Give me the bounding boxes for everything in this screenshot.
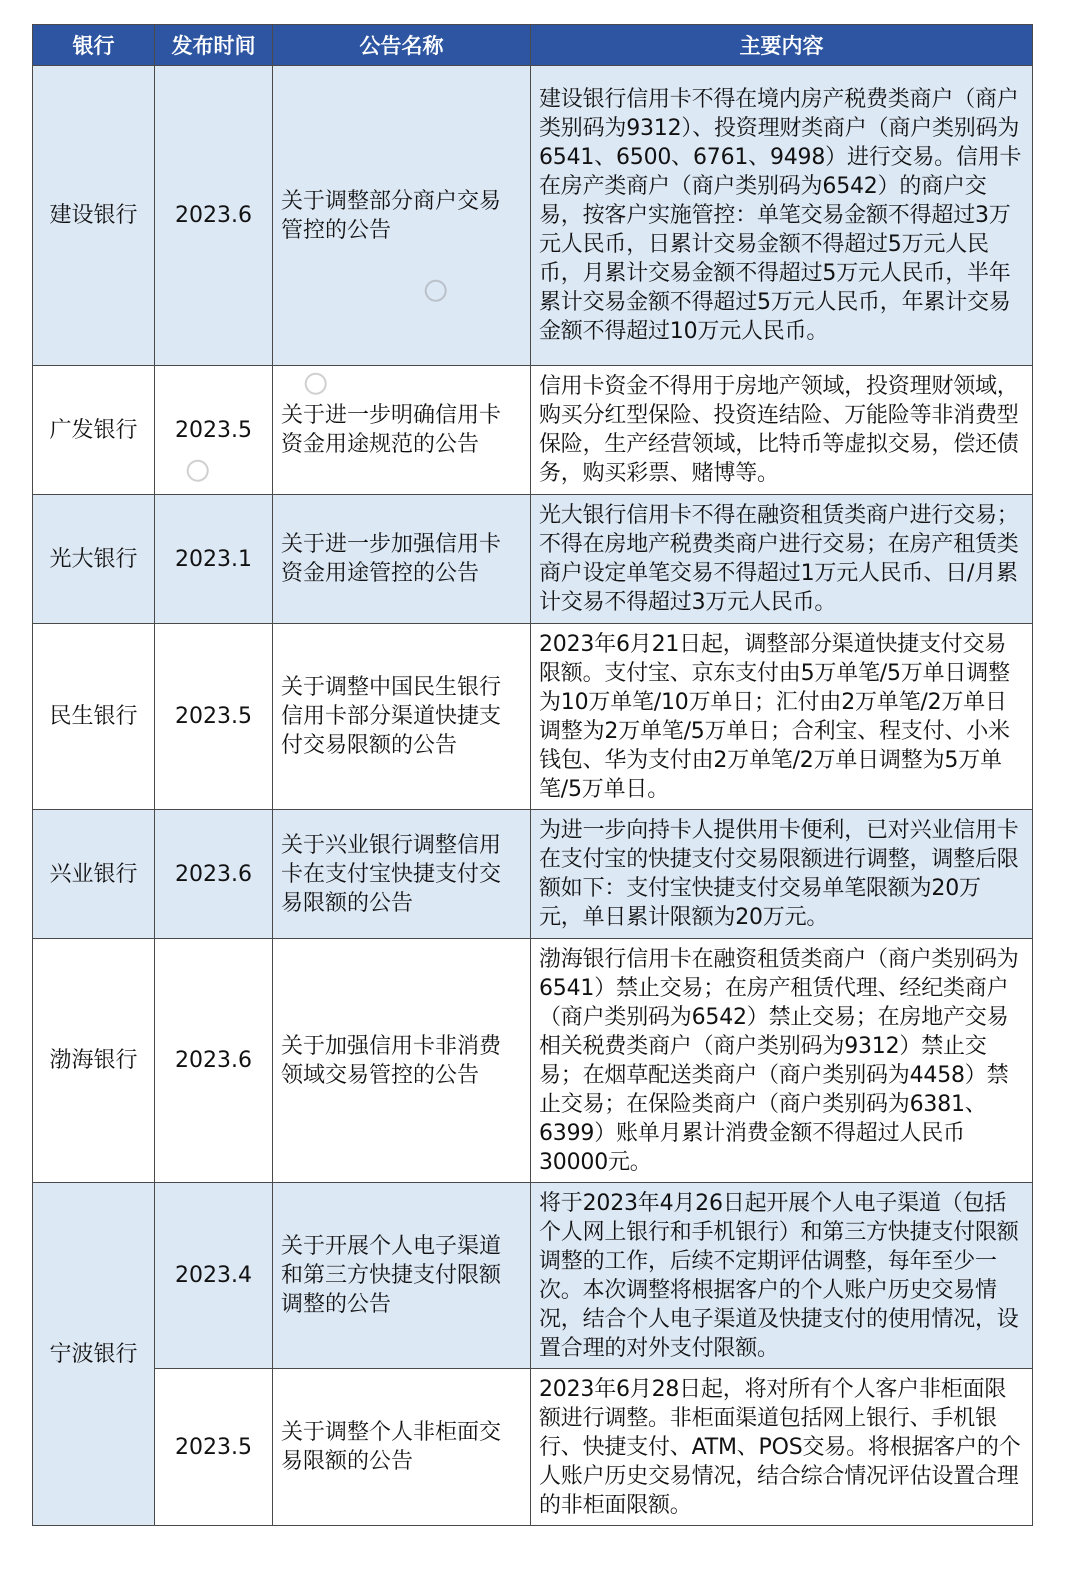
table-row <box>33 939 1033 1183</box>
title-cell: 关于兴业银行调整信用卡在支付宝快捷支付交易限额的公告 <box>273 810 531 939</box>
date-cell: 2023.5 <box>155 624 273 810</box>
content-cell: 为进一步向持卡人提供用卡便利，已对兴业信用卡在支付宝的快捷支付交易限额进行调整，调整后限额如下：支付宝快捷支付交易单笔限额为20万元，单日累计限额为20万元。 <box>531 810 1033 939</box>
bank-cell: 广发银行 <box>33 366 155 495</box>
date-cell: 2023.4 <box>155 1183 273 1369</box>
title-cell: 关于调整个人非柜面交易限额的公告 <box>273 1369 531 1526</box>
title-cell: 关于调整中国民生银行信用卡部分渠道快捷支付交易限额的公告 <box>273 624 531 810</box>
table-row <box>33 495 1033 624</box>
date-cell: 2023.6 <box>155 66 273 366</box>
content-cell: 将于2023年4月26日起开展个人电子渠道（包括个人网上银行和手机银行）和第三方快捷支付限额调整的工作，后续不定期评估调整，每年至少一次。本次调整将根据客户的个人账户历史交易情况，结合个人电子渠道及快捷支付的使用情况，设置合理的对外支付限额。 <box>531 1183 1033 1369</box>
table-row <box>33 1183 1033 1369</box>
date-cell: 2023.5 <box>155 366 273 495</box>
title-cell: 关于进一步明确信用卡资金用途规范的公告 <box>273 366 531 495</box>
date-cell: 2023.1 <box>155 495 273 624</box>
header-title: 公告名称 <box>273 25 531 66</box>
title-cell: 关于加强信用卡非消费领域交易管控的公告 <box>273 939 531 1183</box>
content-cell: 信用卡资金不得用于房地产领域，投资理财领域，购买分红型保险、投资连结险、万能险等非消费型保险，生产经营领域，比特币等虚拟交易，偿还债务，购买彩票、赌博等。 <box>531 366 1033 495</box>
bank-cell: 兴业银行 <box>33 810 155 939</box>
bank-cell: 建设银行 <box>33 66 155 366</box>
date-cell: 2023.6 <box>155 939 273 1183</box>
table-row <box>33 1369 1033 1526</box>
date-cell: 2023.5 <box>155 1369 273 1526</box>
header-bank: 银行 <box>33 25 155 66</box>
table-row <box>33 366 1033 495</box>
content-cell: 光大银行信用卡不得在融资租赁类商户进行交易；不得在房地产税费类商户进行交易；在房产租赁类商户设定单笔交易不得超过1万元人民币、日/月累计交易不得超过3万元人民币。 <box>531 495 1033 624</box>
announcement-table-container <box>32 24 1032 1526</box>
header-date: 发布时间 <box>155 25 273 66</box>
content-cell: 2023年6月21日起，调整部分渠道快捷支付交易限额。支付宝、京东支付由5万单笔/5万单日调整为10万单笔/10万单日；汇付由2万单笔/2万单日调整为2万单笔/5万单日；合利宝、程支付、小米钱包、华为支付由2万单笔/2万单日调整为5万单笔/5万单日。 <box>531 624 1033 810</box>
bank-cell: 渤海银行 <box>33 939 155 1183</box>
bank-cell: 宁波银行 <box>33 1183 155 1526</box>
content-cell: 建设银行信用卡不得在境内房产税费类商户（商户类别码为9312）、投资理财类商户（商户类别码为6541、6500、6761、9498）进行交易。信用卡在房产类商户（商户类别码为6542）的商户交易，按客户实施管控：单笔交易金额不得超过3万元人民币，日累计交易金额不得超过5万元人民币，月累计交易金额不得超过5万元人民币，半年累计交易金额不得超过5万元人民币，年累计交易金额不得超过10万元人民币。 <box>531 66 1033 366</box>
content-cell: 渤海银行信用卡在融资租赁类商户（商户类别码为6541）禁止交易；在房产租赁代理、经纪类商户（商户类别码为6542）禁止交易；在房地产交易相关税费类商户（商户类别码为9312）禁止交易；在烟草配送类商户（商户类别码为4458）禁止交易；在保险类商户（商户类别码为6381、6399）账单月累计消费金额不得超过人民币30000元。 <box>531 939 1033 1183</box>
date-cell: 2023.6 <box>155 810 273 939</box>
announcement-table <box>32 24 1033 1526</box>
title-cell: 关于调整部分商户交易管控的公告 <box>273 66 531 366</box>
table-row <box>33 66 1033 366</box>
bank-cell: 民生银行 <box>33 624 155 810</box>
title-cell: 关于进一步加强信用卡资金用途管控的公告 <box>273 495 531 624</box>
table-row <box>33 624 1033 810</box>
table-row <box>33 810 1033 939</box>
content-cell: 2023年6月28日起，将对所有个人客户非柜面限额进行调整。非柜面渠道包括网上银行、手机银行、快捷支付、ATM、POS交易。将根据客户的个人账户历史交易情况，结合综合情况评估设置合理的非柜面限额。 <box>531 1369 1033 1526</box>
title-cell: 关于开展个人电子渠道和第三方快捷支付限额调整的公告 <box>273 1183 531 1369</box>
bank-cell: 光大银行 <box>33 495 155 624</box>
header-content: 主要内容 <box>531 25 1033 66</box>
table-header-row <box>33 25 1033 66</box>
